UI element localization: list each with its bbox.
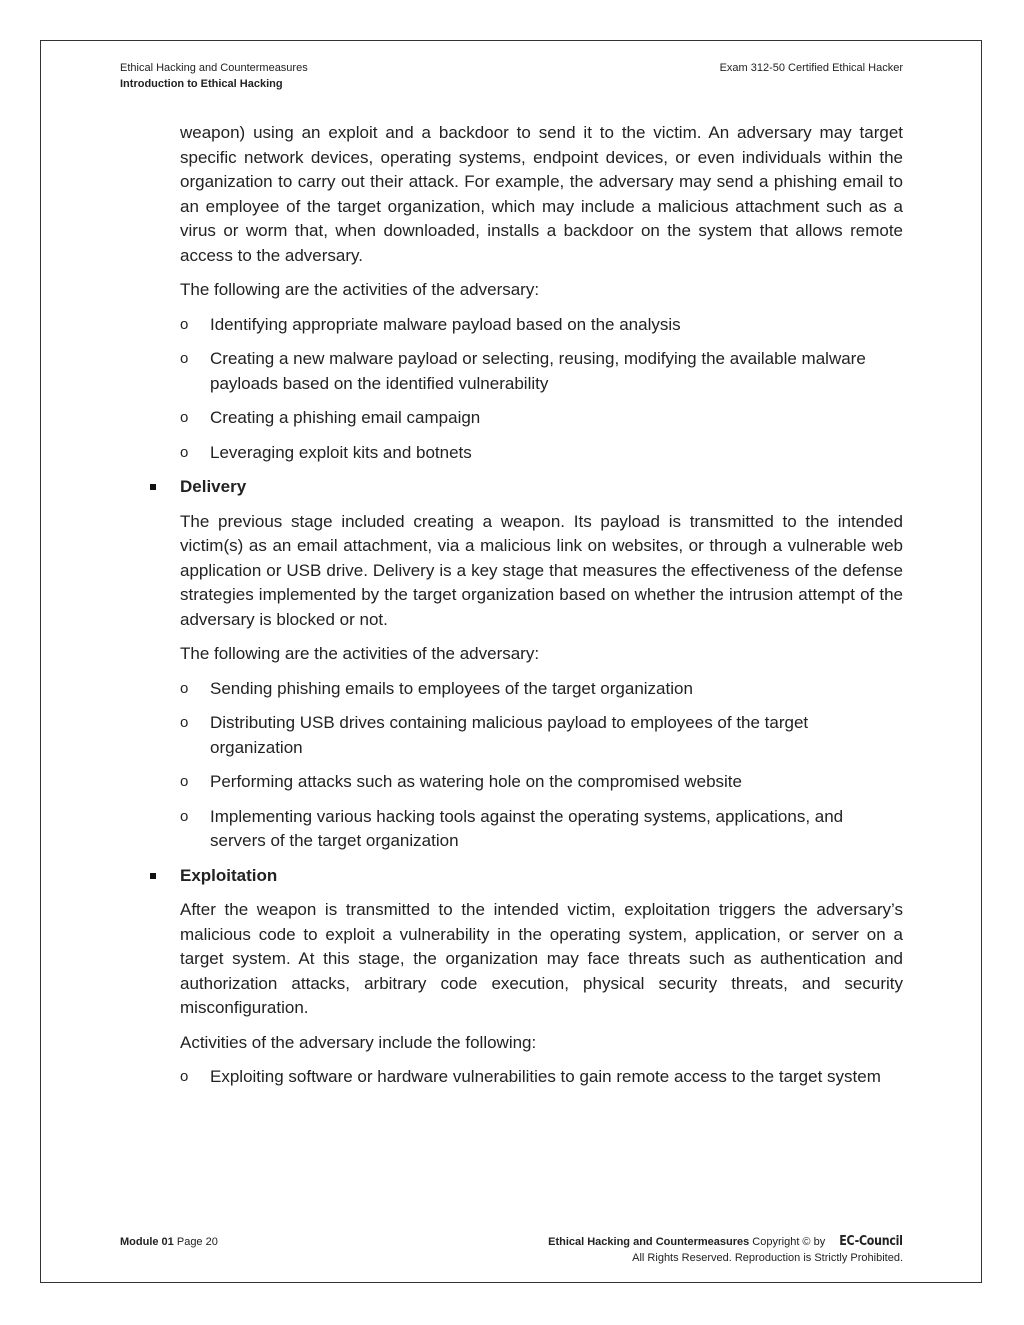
book-title: Ethical Hacking and Countermeasures [120,62,308,74]
exploitation-activities-list [180,1065,903,1090]
weaponization-paragraph: weapon) using an exploit and a backdoor to send it to the victim. An adversary may target specific network devices, operating systems, endpoint devices, or even individuals within the organization to carry out their attack. For example, the adversary may send a phishing email to an employee of the target organization, which may include a malicious attachment such as a virus or worm that, when downloaded, installs a backdoor on the system that allows remote access to the adversary. [180,123,903,265]
list-item: o Leveraging exploit kits and botnets [180,441,903,466]
page-footer-left [120,1234,218,1250]
circle-bullet-icon: o [180,773,189,790]
exam-title: Exam 312-50 Certified Ethical Hacker [719,62,903,74]
list-item: o Creating a new malware payload or selecting, reusing, modifying the available malware payloads based on the identified vulnerability [180,349,866,393]
exploitation-activities-intro: Activities of the adversary include the following: [180,1032,537,1052]
page-footer-right [548,1234,903,1266]
list-item: o Performing attacks such as watering hole on the compromised website [180,770,903,795]
delivery-paragraph: The previous stage included creating a weapon. Its payload is transmitted to the intended victim(s) as an email attachment, via a malicious link on websites, or through a vulnerable web application or USB drive. Delivery is a key stage that measures the effectiveness of the defense strategies implemented by the target organization based on whether the intrusion attempt of the adversary is blocked or not. [180,511,903,629]
circle-bullet-icon: o [180,714,189,731]
copyright-title: Ethical Hacking and Countermeasures [548,1236,750,1248]
circle-bullet-icon: o [180,1068,189,1085]
delivery-activities-list [180,677,903,854]
circle-bullet-icon: o [180,807,189,825]
square-bullet-icon [150,484,156,490]
page-number: Page 20 [176,1236,218,1248]
page-header-left [120,60,308,92]
module-label: Module 01 [120,1236,174,1248]
list-item: o Identifying appropriate malware payload based on the analysis [180,313,903,338]
delivery-heading: Delivery [180,475,903,500]
exploitation-paragraph: After the weapon is transmitted to the intended victim, exploitation triggers the adversary’s malicious code to exploit a vulnerability in the operating system, application, or server on a target system. At this stage, the organization may face threats such as authentication and authorization attacks, arbitrary code execution, physical security threats, and security misconfiguration. [180,900,903,1017]
copyright-text: Copyright © by [752,1236,826,1248]
page-content [180,121,903,1100]
delivery-activities-intro: The following are the activities of the adversary: [180,644,540,663]
ec-council-logo: EC-Council [839,1234,903,1249]
list-item: o Implementing various hacking tools against the operating systems, applications, and servers of the target organization [180,806,844,850]
list-item: o Sending phishing emails to employees of the target organization [180,677,903,702]
circle-bullet-icon: o [180,679,189,697]
circle-bullet-icon: o [180,443,189,461]
list-item: o Creating a phishing email campaign [180,406,903,431]
circle-bullet-icon: o [180,315,189,333]
exploitation-heading: Exploitation [180,864,903,889]
weaponization-activities-intro: The following are the activities of the adversary: [180,280,540,299]
module-title: Introduction to Ethical Hacking [120,78,283,90]
list-item: o Distributing USB drives containing malicious payload to employees of the target organization [180,713,809,757]
rights-notice: All Rights Reserved. Reproduction is Strictly Prohibited. [632,1252,903,1264]
list-item: o Exploiting software or hardware vulnerabilities to gain remote access to the target system [180,1065,903,1090]
circle-bullet-icon: o [180,409,189,426]
circle-bullet-icon: o [180,350,189,367]
copyright-line [548,1234,903,1250]
square-bullet-icon [150,873,156,879]
weaponization-activities-list [180,313,903,466]
